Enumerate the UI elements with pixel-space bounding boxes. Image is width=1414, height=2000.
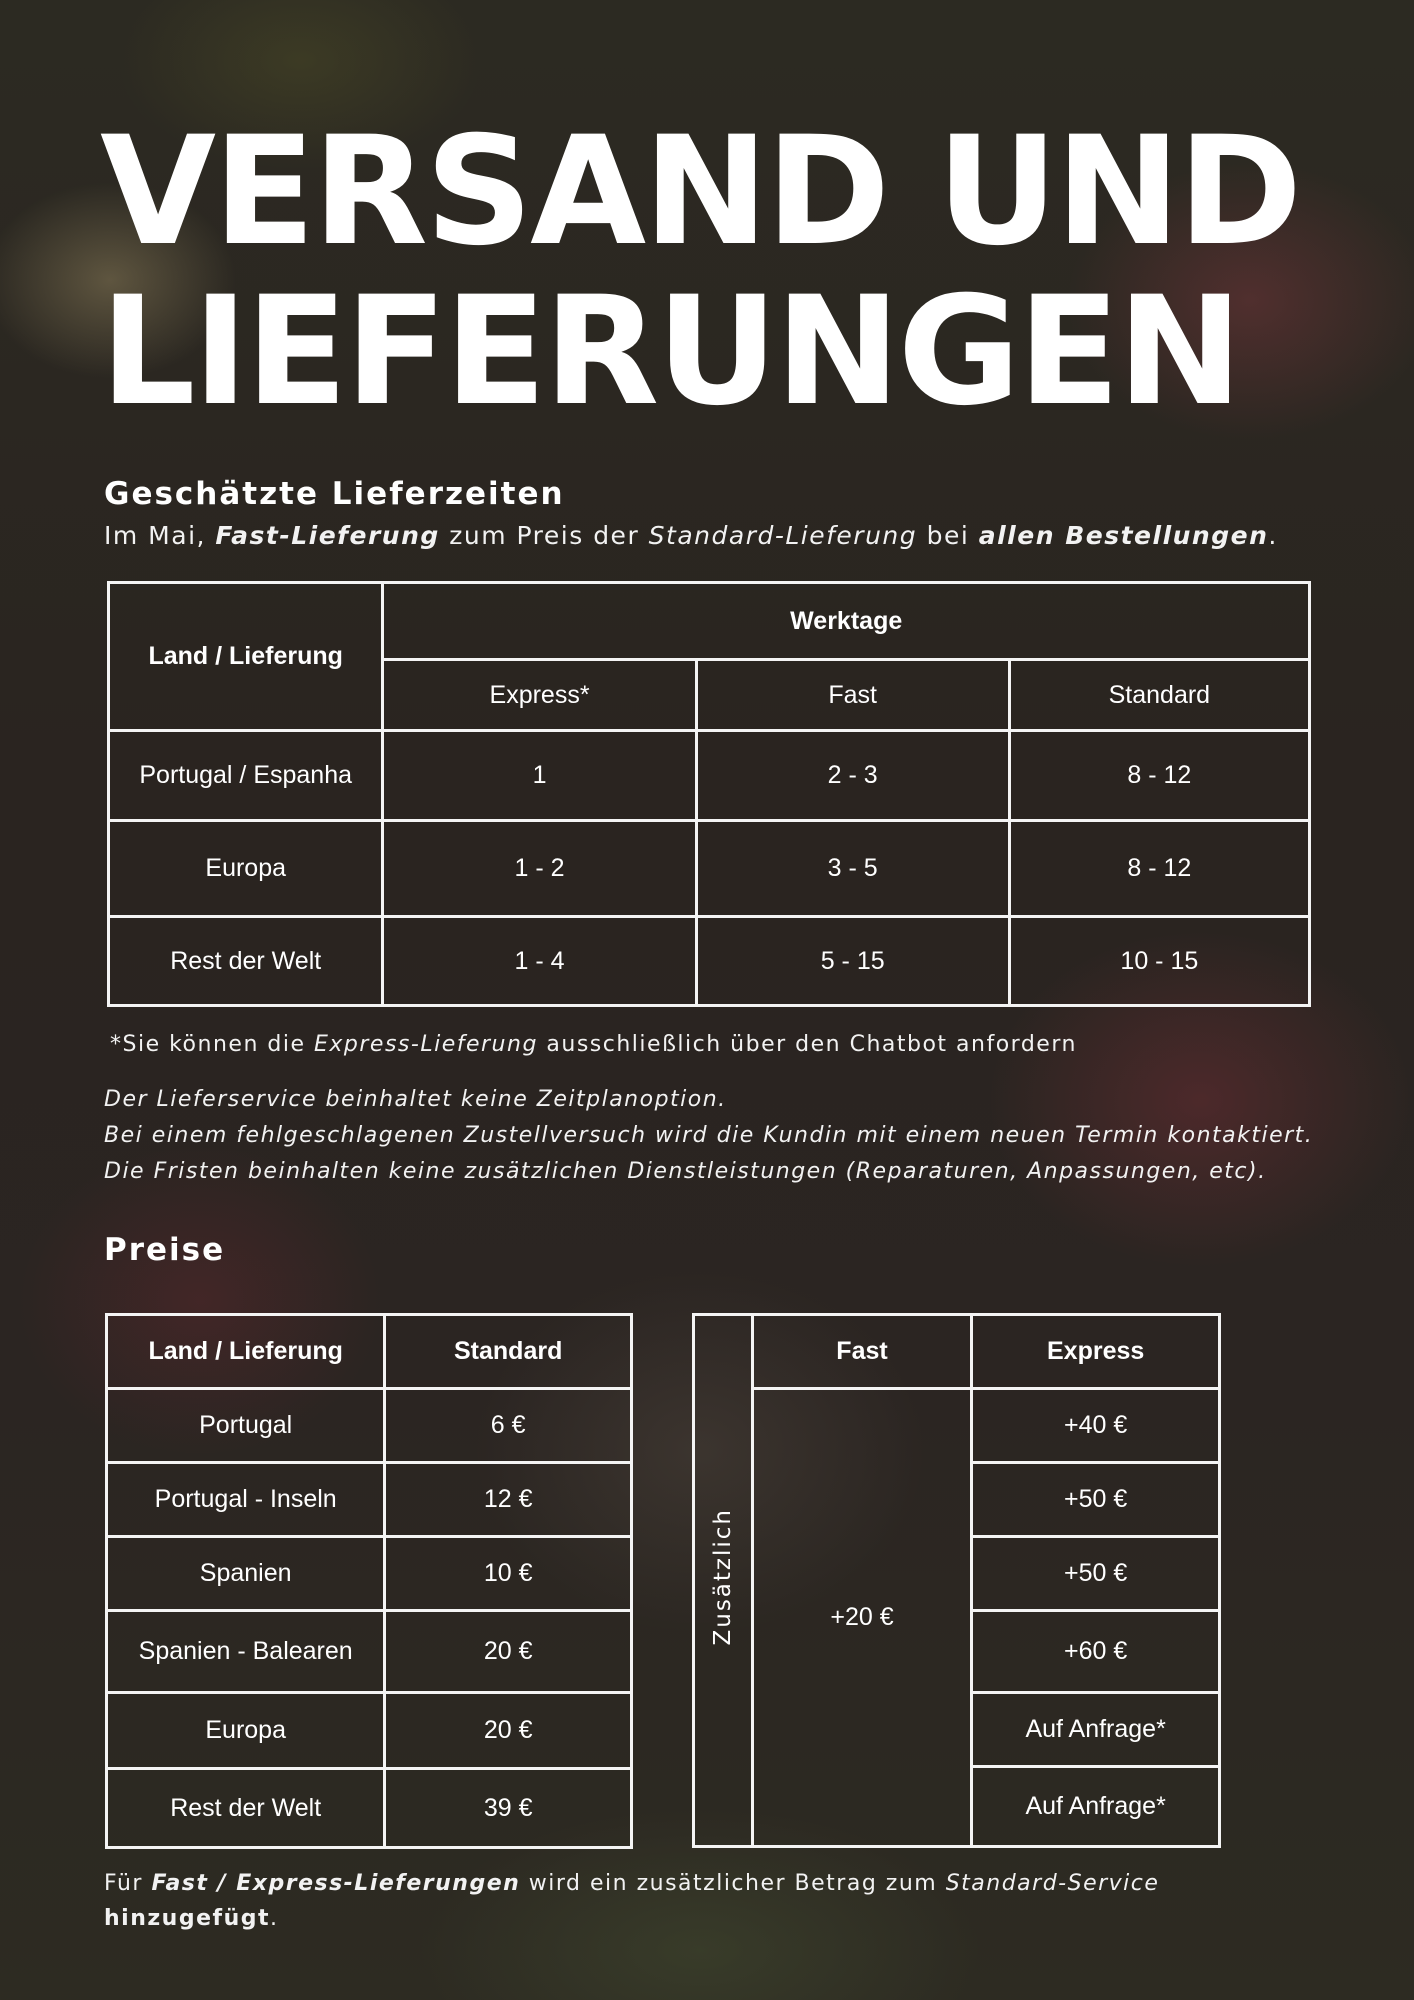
cell-express: 1 - 2 — [383, 821, 696, 917]
intro-standard-emphasis: Standard-Lieferung — [648, 521, 918, 550]
footer-added-emphasis: hinzugefügt — [104, 1906, 270, 1931]
extra-header-row — [694, 1315, 1220, 1389]
cell-standard: 8 - 12 — [1009, 731, 1309, 821]
extra-price-table — [692, 1313, 1221, 1848]
cell-country: Spanien — [107, 1537, 385, 1611]
footnote-express-emphasis: Express-Lieferung — [314, 1032, 538, 1057]
header-standard: Standard — [1009, 660, 1309, 731]
table-row — [107, 1463, 632, 1537]
cell-express-surcharge: +50 € — [972, 1537, 1220, 1611]
table-row — [107, 1389, 632, 1463]
cell-fast: 3 - 5 — [696, 821, 1009, 917]
additional-label: Zusätzlich — [709, 1508, 736, 1646]
intro-fast-emphasis: Fast-Lieferung — [215, 521, 440, 550]
header-standard: Standard — [385, 1315, 632, 1389]
footnote-text: *Sie können die — [110, 1032, 314, 1057]
footer-fast-express-emphasis: Fast / Express-Lieferungen — [151, 1871, 521, 1896]
cell-country: Portugal / Espanha — [109, 731, 383, 821]
cell-price: 10 € — [385, 1537, 632, 1611]
cell-country: Europa — [107, 1693, 385, 1769]
delivery-heading: Geschätzte Lieferzeiten — [104, 476, 565, 512]
table-row — [107, 1693, 632, 1769]
cell-express-surcharge: Auf Anfrage* — [972, 1693, 1220, 1767]
footer-standard-emphasis: Standard-Service — [945, 1871, 1160, 1896]
cell-standard: 8 - 12 — [1009, 821, 1309, 917]
intro-text: bei — [917, 521, 979, 550]
cell-country: Spanien - Balearen — [107, 1611, 385, 1693]
cell-price: 12 € — [385, 1463, 632, 1537]
cell-express-surcharge: +40 € — [972, 1389, 1220, 1463]
table-row — [109, 821, 1310, 917]
delivery-header-row — [109, 583, 1310, 660]
prices-heading: Preise — [104, 1232, 226, 1268]
cell-fast: 2 - 3 — [696, 731, 1009, 821]
cell-price: 20 € — [385, 1611, 632, 1693]
extra-side-cell — [694, 1315, 753, 1847]
footer-text: Für — [104, 1871, 152, 1896]
note-line: Der Lieferservice beinhaltet keine Zeitplanoption. — [104, 1087, 727, 1112]
delivery-time-table — [107, 581, 1311, 1007]
header-country: Land / Lieferung — [109, 583, 383, 731]
cell-express-surcharge: Auf Anfrage* — [972, 1767, 1220, 1847]
cell-country: Rest der Welt — [109, 917, 383, 1006]
cell-express-surcharge: +60 € — [972, 1611, 1220, 1693]
cell-price: 39 € — [385, 1769, 632, 1848]
header-workdays: Werktage — [383, 583, 1310, 660]
footer-text: wird ein zusätzlicher Betrag zum — [520, 1871, 946, 1896]
footer-text: . — [270, 1906, 279, 1931]
intro-all-orders-emphasis: allen Bestellungen — [978, 521, 1269, 550]
cell-standard: 10 - 15 — [1009, 917, 1309, 1006]
delivery-notes — [104, 1082, 1313, 1190]
page-title: VERSAND UND LIEFERUNGEN — [100, 105, 1300, 439]
header-express: Express* — [383, 660, 696, 731]
footnote-text: ausschließlich über den Chatbot anfordern — [537, 1032, 1077, 1057]
cell-price: 20 € — [385, 1693, 632, 1769]
table-row — [109, 917, 1310, 1006]
delivery-intro — [104, 518, 1278, 554]
intro-text: . — [1268, 521, 1278, 550]
intro-text: zum Preis der — [439, 521, 649, 550]
cell-fast-surcharge: +20 € — [752, 1389, 972, 1847]
table-row — [109, 731, 1310, 821]
header-express: Express — [972, 1315, 1220, 1389]
table-row — [107, 1769, 632, 1848]
cell-fast: 5 - 15 — [696, 917, 1009, 1006]
cell-country: Portugal — [107, 1389, 385, 1463]
cell-country: Rest der Welt — [107, 1769, 385, 1848]
cell-express-surcharge: +50 € — [972, 1463, 1220, 1537]
standard-price-table — [105, 1313, 633, 1849]
header-fast: Fast — [752, 1315, 972, 1389]
header-country: Land / Lieferung — [107, 1315, 385, 1389]
cell-express: 1 - 4 — [383, 917, 696, 1006]
prices-footer — [104, 1866, 1224, 1936]
table-row — [107, 1611, 632, 1693]
cell-price: 6 € — [385, 1389, 632, 1463]
note-line: Bei einem fehlgeschlagenen Zustellversuch wird die Kundin mit einem neuen Termin kontaktiert. — [104, 1123, 1314, 1148]
note-line: Die Fristen beinhalten keine zusätzlichen Dienstleistungen (Reparaturen, Anpassungen, etc). — [104, 1159, 1267, 1184]
cell-country: Europa — [109, 821, 383, 917]
header-fast: Fast — [696, 660, 1009, 731]
cell-country: Portugal - Inseln — [107, 1463, 385, 1537]
table-row — [107, 1537, 632, 1611]
intro-text: Im Mai, — [104, 521, 216, 550]
cell-express: 1 — [383, 731, 696, 821]
price-header-row — [107, 1315, 632, 1389]
table-row — [694, 1389, 1220, 1463]
express-footnote — [110, 1027, 1077, 1063]
